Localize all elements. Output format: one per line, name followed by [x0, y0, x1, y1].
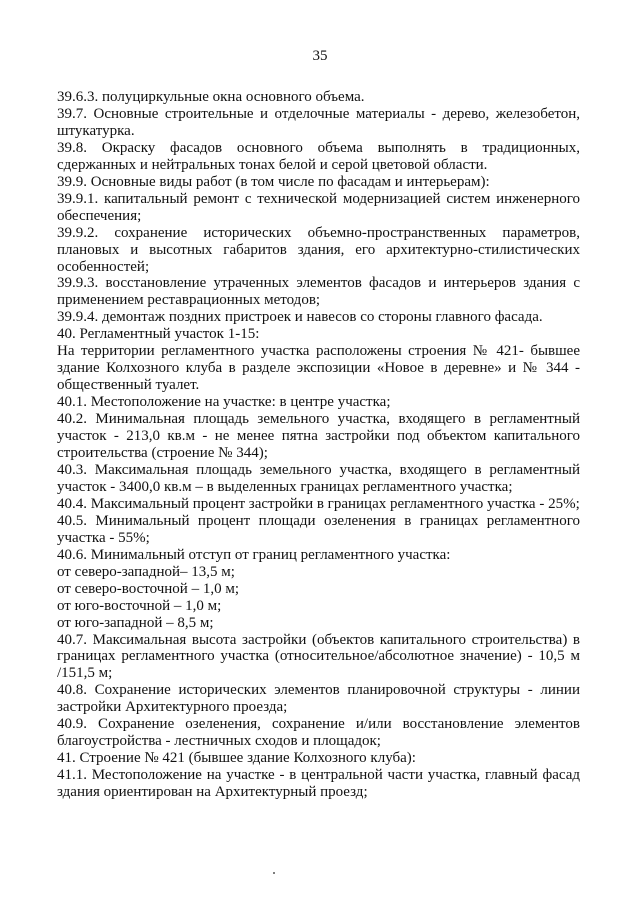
paragraph-39-9-2: 39.9.2. сохранение исторических объемно-пространственных параметров, плановых и высотных габаритов здания, его архитектурно-стилистических особенностей; — [57, 224, 580, 275]
paragraph-39-9-1: 39.9.1. капитальный ремонт с технической модернизацией систем инженерного обеспечения; — [57, 190, 580, 224]
paragraph-40-1: 40.1. Местоположение на участке: в центре участка; — [57, 394, 391, 411]
paragraph-39-9-4: 39.9.4. демонтаж поздних пристроек и навесов со стороны главного фасада. — [57, 309, 543, 326]
paragraph-39-9: 39.9. Основные виды работ (в том числе по фасадам и интерьерам): — [57, 173, 490, 190]
paragraph-40-2: 40.2. Минимальная площадь земельного участка, входящего в регламентный участок - 213,0 кв.м - не менее пятна застройки под объектом капитального строительства (строение № 344); — [57, 411, 580, 462]
paragraph-39-8: 39.8. Окраску фасадов основного объема выполнять в традиционных, сдержанных и нейтральных тонах белой и серой цветовой области. — [57, 139, 580, 173]
paragraph-41-1: 41.1. Местоположение на участке - в центральной части участка, главный фасад здания ориентирован на Архитектурный проезд; — [57, 767, 580, 801]
paragraph-39-7: 39.7. Основные строительные и отделочные материалы - дерево, железобетон, штукатурка. — [57, 105, 580, 139]
paragraph-40-9: 40.9. Сохранение озеленения, сохранение и/или восстановление элементов благоустройства - лестничных сходов и площадок; — [57, 716, 580, 750]
paragraph-40-intro: На территории регламентного участка расположены строения № 421- бывшее здание Колхозного клуба в разделе экспозиции «Новое в деревне» и № 344 - общественный туалет. — [57, 343, 580, 394]
page-number: 35 — [312, 48, 328, 64]
paragraph-40-6: 40.6. Минимальный отступ от границ регламентного участка: — [57, 546, 451, 563]
paragraph-40-5: 40.5. Минимальный процент площади озеленения в границах регламентного участка - 55%; — [57, 512, 580, 546]
paragraph-40-7: 40.7. Максимальная высота застройки (объектов капитального строительства) в границах регламентного участка (относительное/абсолютное значение) - 10,5 м /151,5 м; — [57, 631, 580, 682]
paragraph-41: 41. Строение № 421 (бывшее здание Колхозного клуба): — [57, 750, 416, 767]
setback-northeast: от северо-восточной – 1,0 м; — [57, 580, 239, 597]
setback-southwest: от юго-западной – 8,5 м; — [57, 614, 214, 631]
paragraph-40-4: 40.4. Максимальный процент застройки в границах регламентного участка - 25%; — [57, 495, 580, 512]
paragraph-39-6-3: 39.6.3. полуциркульные окна основного объема. — [57, 89, 365, 105]
scan-speck — [273, 872, 275, 874]
paragraph-40-3: 40.3. Максимальная площадь земельного участка, входящего в регламентный участок - 3400,0 кв.м – в выделенных границах регламентного участка; — [57, 461, 580, 495]
setback-southeast: от юго-восточной – 1,0 м; — [57, 597, 222, 614]
document-body — [57, 89, 580, 801]
setback-northwest: от северо-западной– 13,5 м; — [57, 563, 235, 580]
paragraph-40-8: 40.8. Сохранение исторических элементов планировочной структуры - линии застройки Архитектурного проезда; — [57, 682, 580, 716]
paragraph-40: 40. Регламентный участок 1-15: — [57, 326, 260, 343]
paragraph-39-9-3: 39.9.3. восстановление утраченных элементов фасадов и интерьеров здания с применением реставрационных методов; — [57, 275, 580, 309]
